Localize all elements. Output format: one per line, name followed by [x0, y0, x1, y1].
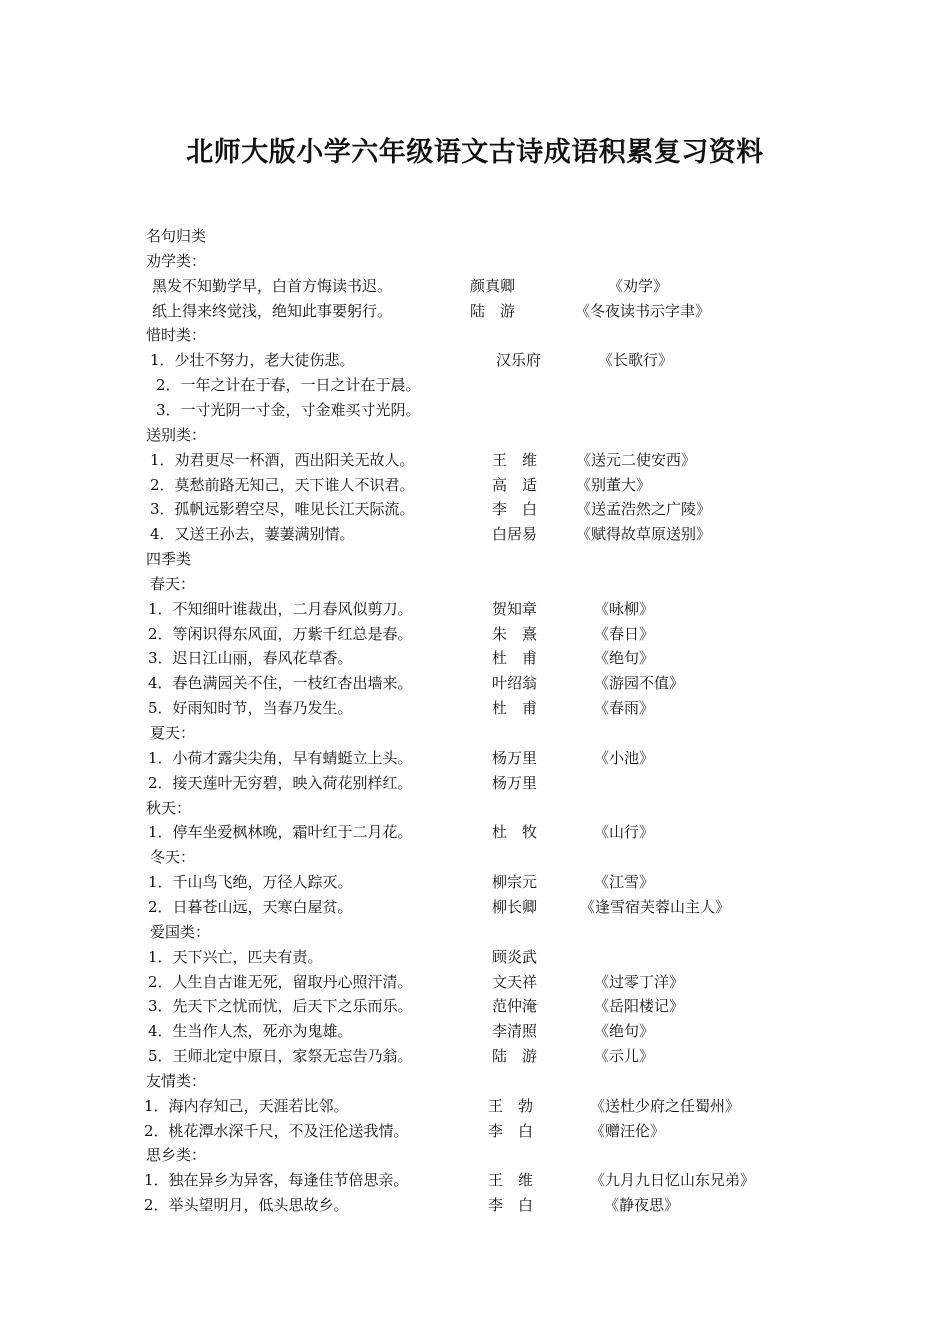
work-title: 《咏柳》 [594, 600, 655, 618]
work-title: 《冬夜读书示字聿》 [575, 302, 711, 320]
section-heading [0, 845, 950, 870]
author-name: 杜 牧 [492, 823, 538, 841]
author-name: 白居易 [492, 525, 538, 543]
author-name: 杜 甫 [492, 699, 538, 717]
work-title: 《送孟浩然之广陵》 [576, 500, 712, 518]
section-heading [0, 224, 950, 249]
heading-text: 四季类 [146, 550, 192, 568]
heading-text: 春天： [150, 575, 196, 593]
verse-text: 3．一寸光阴一寸金，寸金难买寸光阴。 [156, 401, 421, 419]
section-heading [0, 1143, 950, 1168]
poem-line [0, 1044, 950, 1069]
work-title: 《江雪》 [594, 873, 655, 891]
poem-line [0, 299, 950, 324]
section-heading [0, 572, 950, 597]
poem-line [0, 994, 950, 1019]
author-name: 李 白 [492, 500, 538, 518]
verse-text: 1．少壮不努力，老大徒伤悲。 [150, 351, 355, 369]
verse-text: 1．独在异乡为异客，每逢佳节倍思亲。 [144, 1171, 409, 1189]
section-heading [0, 249, 950, 274]
work-title: 《山行》 [594, 823, 655, 841]
work-title: 《送杜少府之任蜀州》 [590, 1097, 741, 1115]
heading-text: 友情类： [146, 1072, 207, 1090]
verse-text: 2．人生自古谁无死，留取丹心照汗清。 [148, 973, 413, 991]
verse-text: 5．好雨知时节，当春乃发生。 [148, 699, 353, 717]
author-name: 李 白 [488, 1196, 534, 1214]
section-heading [0, 920, 950, 945]
poem-line [0, 398, 950, 423]
section-heading [0, 1069, 950, 1094]
section-heading [0, 423, 950, 448]
author-name: 叶绍翁 [492, 674, 538, 692]
author-name: 汉乐府 [496, 351, 542, 369]
section-heading [0, 721, 950, 746]
work-title: 《逢雪宿芙蓉山主人》 [580, 898, 731, 916]
verse-text: 2．一年之计在于春，一日之计在于晨。 [156, 376, 421, 394]
author-name: 朱 熹 [492, 625, 538, 643]
poem-line [0, 1019, 950, 1044]
work-title: 《小池》 [594, 749, 655, 767]
author-name: 高 适 [492, 476, 538, 494]
author-name: 杨万里 [492, 774, 538, 792]
poem-line [0, 895, 950, 920]
heading-text: 爱国类： [150, 923, 211, 941]
author-name: 陆 游 [492, 1047, 538, 1065]
author-name: 贺知章 [492, 600, 538, 618]
poem-line [0, 622, 950, 647]
work-title: 《绝句》 [594, 1022, 655, 1040]
heading-text: 夏天： [150, 724, 196, 742]
work-title: 《岳阳楼记》 [594, 997, 685, 1015]
author-name: 李清照 [492, 1022, 538, 1040]
author-name: 柳宗元 [492, 873, 538, 891]
heading-text: 惜时类： [146, 326, 207, 344]
poem-line [0, 448, 950, 473]
author-name: 颜真卿 [470, 277, 516, 295]
author-name: 王 勃 [488, 1097, 534, 1115]
heading-text: 送别类： [146, 426, 207, 444]
work-title: 《送元二使安西》 [576, 451, 697, 469]
work-title: 《劝学》 [608, 277, 669, 295]
poem-line [0, 274, 950, 299]
poem-line [0, 1168, 950, 1193]
poem-line [0, 597, 950, 622]
verse-text: 1．海内存知己，天涯若比邻。 [144, 1097, 349, 1115]
heading-text: 名句归类 [146, 227, 207, 245]
verse-text: 2．莫愁前路无知己，天下谁人不识君。 [150, 476, 415, 494]
author-name: 柳长卿 [492, 898, 538, 916]
author-name: 杜 甫 [492, 649, 538, 667]
verse-text: 4．春色满园关不住，一枝红杏出墙来。 [148, 674, 413, 692]
work-title: 《示儿》 [594, 1047, 655, 1065]
work-title: 《静夜思》 [604, 1196, 680, 1214]
work-title: 《过零丁洋》 [594, 973, 685, 991]
section-heading [0, 547, 950, 572]
verse-text: 3．先天下之忧而忧，后天下之乐而乐。 [148, 997, 413, 1015]
verse-text: 2．举头望明月，低头思故乡。 [144, 1196, 349, 1214]
author-name: 王 维 [488, 1171, 534, 1189]
author-name: 杨万里 [492, 749, 538, 767]
verse-text: 1．劝君更尽一杯酒，西出阳关无故人。 [150, 451, 415, 469]
verse-text: 1．天下兴亡，匹夫有责。 [148, 948, 323, 966]
verse-text: 1．不知细叶谁裁出，二月春风似剪刀。 [148, 600, 413, 618]
work-title: 《赋得故草原送别》 [576, 525, 712, 543]
poem-line [0, 348, 950, 373]
work-title: 《赠汪伦》 [590, 1122, 666, 1140]
poem-line [0, 771, 950, 796]
poem-line [0, 522, 950, 547]
poem-line [0, 1193, 950, 1218]
work-title: 《长歌行》 [598, 351, 674, 369]
verse-text: 2．日暮苍山远，天寒白屋贫。 [148, 898, 353, 916]
poem-line [0, 646, 950, 671]
heading-text: 思乡类： [146, 1146, 207, 1164]
heading-text: 劝学类： [146, 252, 207, 270]
verse-text: 3．孤帆远影碧空尽，唯见长江天际流。 [150, 500, 415, 518]
verse-text: 4．生当作人杰，死亦为鬼雄。 [148, 1022, 353, 1040]
work-title: 《春雨》 [594, 699, 655, 717]
poem-line [0, 671, 950, 696]
section-heading [0, 323, 950, 348]
poem-line [0, 497, 950, 522]
verse-text: 纸上得来终觉浅，绝知此事要躬行。 [152, 302, 393, 320]
verse-text: 2．等闲识得东风面，万紫千红总是春。 [148, 625, 413, 643]
author-name: 李 白 [488, 1122, 534, 1140]
verse-text: 2．桃花潭水深千尺，不及汪伦送我情。 [144, 1122, 409, 1140]
work-title: 《春日》 [594, 625, 655, 643]
work-title: 《绝句》 [594, 649, 655, 667]
poem-line [0, 746, 950, 771]
poem-line [0, 373, 950, 398]
verse-text: 5．王师北定中原日，家祭无忘告乃翁。 [148, 1047, 413, 1065]
heading-text: 冬天： [150, 848, 196, 866]
poem-line [0, 696, 950, 721]
verse-text: 4．又送王孙去，萋萋满别情。 [150, 525, 355, 543]
section-heading [0, 796, 950, 821]
heading-text: 秋天： [146, 799, 192, 817]
verse-text: 1．千山鸟飞绝，万径人踪灭。 [148, 873, 353, 891]
author-name: 顾炎武 [492, 948, 538, 966]
verse-text: 2．接天莲叶无穷碧，映入荷花别样红。 [148, 774, 413, 792]
document-title: 北师大版小学六年级语文古诗成语积累复习资料 [186, 137, 764, 168]
verse-text: 1．停车坐爱枫林晚，霜叶红于二月花。 [148, 823, 413, 841]
verse-text: 黑发不知勤学早，白首方悔读书迟。 [152, 277, 393, 295]
work-title: 《游园不值》 [594, 674, 685, 692]
author-name: 范仲淹 [492, 997, 538, 1015]
verse-text: 1．小荷才露尖尖角，早有蜻蜓立上头。 [148, 749, 413, 767]
verse-text: 3．迟日江山丽，春风花草香。 [148, 649, 353, 667]
poem-line [0, 970, 950, 995]
author-name: 王 维 [492, 451, 538, 469]
work-title: 《九月九日忆山东兄弟》 [590, 1171, 756, 1189]
poem-line [0, 1094, 950, 1119]
poem-line [0, 1119, 950, 1144]
poem-line [0, 473, 950, 498]
author-name: 陆 游 [470, 302, 516, 320]
work-title: 《别董大》 [576, 476, 652, 494]
author-name: 文天祥 [492, 973, 538, 991]
poem-line [0, 870, 950, 895]
poem-line [0, 945, 950, 970]
poem-line [0, 820, 950, 845]
